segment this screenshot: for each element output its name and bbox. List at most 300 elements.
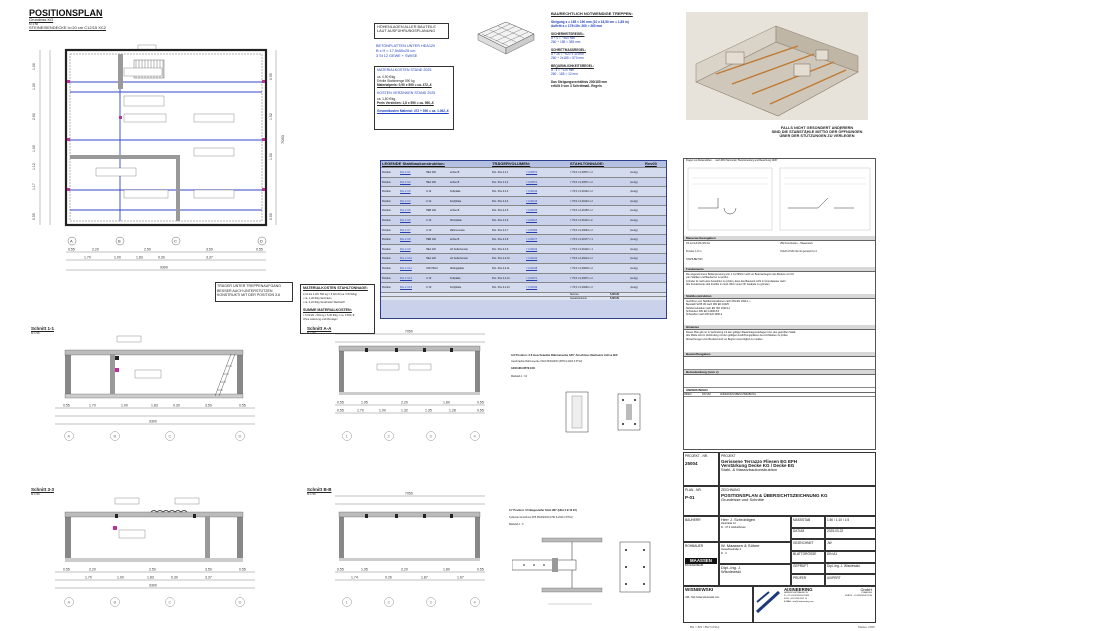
legend-cell: = 79,5 x 0,00153 x 2 xyxy=(570,209,593,213)
legend-cell: = 79,5 x 0,00143 x 2 xyxy=(570,190,593,194)
legend-cell: = 79,5 x 0,00094 x 2 xyxy=(570,228,593,232)
treppe-support-note xyxy=(215,282,293,302)
dim-l4: 1.00 xyxy=(32,145,36,152)
tb-company-sub-4: E-MAIL: info@aixinnering.com xyxy=(784,600,814,603)
axis-c: C xyxy=(174,238,177,244)
treppe-l12: erfüllt 0 von 3 Schrittmaß- Regeln xyxy=(551,84,602,88)
section-b-b-scale: M 1:50 xyxy=(307,492,316,496)
legend-cell: Pos 2.4.8 xyxy=(400,238,411,242)
legend-cell: Position xyxy=(382,266,391,270)
legend-cell: = 0,00214 xyxy=(526,257,538,261)
legend-cell: Pos. Pos 2.4.6 xyxy=(492,218,509,222)
tb-company2: GmbH xyxy=(860,586,872,592)
saa-axis-3: 3 xyxy=(429,433,432,439)
legend-cell: Position xyxy=(382,218,391,222)
legend-cell: = 79,5 x 0,00046 x 2 xyxy=(570,286,593,290)
tb-projekt-l1: Gerissene Terrazzo Fliesen EG EFH xyxy=(721,458,797,464)
legend-summe-value: 5,00 kN xyxy=(610,292,619,296)
s11-axis-a: A xyxy=(67,433,71,439)
kosten-line-1: ca. 1,80 €/kg xyxy=(377,97,396,101)
tb-bauherr-l2: Hinstraße 12 xyxy=(721,521,736,525)
tb-meta-value: AIXPERT xyxy=(825,574,876,586)
tb-bauherr-l1: Herr J. Schrobilgen xyxy=(721,516,756,522)
legend-cell: Abfangplatte xyxy=(450,266,465,270)
legend-cell: Achse B xyxy=(450,171,460,174)
tb-company: AIXINEERING xyxy=(784,586,813,592)
detail-1 xyxy=(511,353,661,379)
legend-cell: = 79,5 x 0,00214 x 2 xyxy=(570,257,593,261)
steel-note xyxy=(376,44,454,59)
legend-cell: Pos. Pos 2.4.1 xyxy=(492,171,509,174)
legend-cell: Kopfplatte xyxy=(450,199,462,203)
beton-header: Betondeckung (nom c) xyxy=(684,370,875,375)
legend-cell: Achse B xyxy=(450,209,460,213)
maassen-logo-text: MAASSEN xyxy=(690,557,712,563)
legend-row xyxy=(381,282,666,292)
side-panel xyxy=(683,158,876,450)
legend-cell: Pos 2.4.11 xyxy=(400,266,412,270)
legend-cell: (ca kg) xyxy=(630,257,638,261)
legend-cell: Pos. Pos 2.4.2 xyxy=(492,180,509,184)
hinweise-line-2: Alle Maße sind in Verbindung mit den gültigen Ausführungsplänen des Architekten zu prüfen xyxy=(686,334,788,338)
legend-row xyxy=(381,177,666,187)
dim-r3: 1.50 xyxy=(269,153,273,160)
sbb-dim2-4: 1.67 xyxy=(457,575,464,580)
dim-l6: 1.17 xyxy=(32,183,36,190)
legend-cell: Fußplatte xyxy=(450,276,461,280)
legend-summe-label: Summe xyxy=(570,292,579,296)
s33-dim2-4: 0.30 xyxy=(171,575,178,580)
dim-c5: 3.37 xyxy=(206,255,213,260)
legend-cell: = 0,00018 xyxy=(526,266,538,270)
tb-meta-value: JW xyxy=(825,539,876,551)
detail-1-label: GESCHRAUBTE ECK xyxy=(511,367,536,370)
legend-cell: Pos. Pos 2.4.7 xyxy=(492,228,509,232)
fund-line-1: Die angenommene Bodenpressung von σ 0,2 MN/m² wird vor Betonierbeginn des Bodens vor Ort xyxy=(686,273,794,277)
legend-cell: Pos. Pos 2.4.13 xyxy=(492,286,510,290)
saa-dim2-1: 0.55 xyxy=(337,408,344,413)
legend-cell: U 10 xyxy=(426,276,432,280)
legend-cell: Position xyxy=(382,286,391,290)
dim-r4: 0.55 xyxy=(269,213,273,220)
legend-cell: UNO 50x4 xyxy=(426,266,438,270)
legend-cell: Pos 2.4.1 xyxy=(400,171,411,174)
legend-cell: (ca kg) xyxy=(630,171,638,174)
fund-header: Fundamente xyxy=(684,267,875,272)
legend-cell: (ca kg) xyxy=(630,247,638,251)
side-top-note: Fragen von Bettenstähen … nach DIN Harmonieb "Betonstreckung und Bewehrung 2006" xyxy=(686,160,778,162)
tb-meta-label: GEPRÜFT xyxy=(791,563,825,575)
legend-cell: Position xyxy=(382,190,391,194)
s11-axis-c: C xyxy=(168,433,172,439)
treppe-l3: a + s = ~460 mm xyxy=(551,36,576,40)
s33-dim-5: 0.55 xyxy=(239,567,246,572)
tb-plan-nr: P-01 xyxy=(685,494,695,500)
legend-cell: U 12 xyxy=(426,190,432,194)
title-block xyxy=(683,452,876,623)
tb-rohbauer-l3: D - 4 xyxy=(721,551,727,555)
legend-cell: = 0,00153 xyxy=(526,209,538,213)
dim-c2: 1.00 xyxy=(114,255,121,260)
section-a-a-label: Schnitt A-A xyxy=(307,326,332,331)
legend-cell: Position xyxy=(382,228,391,232)
s33-total: 9300 xyxy=(149,583,157,588)
dim-l5: 1.12 xyxy=(32,163,36,170)
summe-line-2: Ohne Lieferung und Montage ! xyxy=(303,318,339,321)
tb-meta-value: 1:50 / 1:10 / 1:5 xyxy=(825,516,876,528)
s11-dim-7: 0.55 xyxy=(239,403,246,408)
axis-d: D xyxy=(260,238,263,244)
legend-cell: = 0,00071 xyxy=(526,276,538,280)
tb-meta-label: GEZEICHNET xyxy=(791,539,825,551)
legend-cell: (ca kg) xyxy=(630,286,638,290)
tb-company-sub-1: HEINRICHSTRASSE 18 xyxy=(784,591,808,594)
legend-row xyxy=(381,215,666,225)
stahl-line-5: Schweißen nach DIN EN 1090-2 xyxy=(686,313,723,317)
tb-meta-value: DIN A1 xyxy=(825,551,876,563)
legend-header-2: TRÄGERVOLUMEN: xyxy=(492,161,531,166)
section-3-3-label: Schnitt 3-3 xyxy=(31,487,55,492)
s33-dim-2: 2.20 xyxy=(89,567,96,572)
section-b-b-label: Schnitt B-B xyxy=(307,487,332,492)
sbb-dim-2: 1.95 xyxy=(361,567,368,572)
detail-2-sub: Tydlender Anschluss STB 05/2023/04 (FHN 6-2023-3 PT12) xyxy=(509,516,573,519)
sbb-axis-1: 1 xyxy=(345,599,348,605)
material-stand: MATERIALKOSTEN STAND 2025 xyxy=(377,68,432,72)
saa-dim2-4: 1.32 xyxy=(401,408,408,413)
treppe-l2: SICHERHEITSREGEL: xyxy=(551,32,585,36)
dim-l2: 1.00 xyxy=(32,83,36,90)
mk-line-3: • ca. 0,22 €/kg Vorarbeiter Werkstoff xyxy=(303,301,345,304)
legend-cell: Pos. Pos 2.4.5 xyxy=(492,209,509,213)
tb-projekt-nr-label: PROJEKT - NR. xyxy=(685,453,708,458)
plan-title-sub3: STEINEISENDECKE h=20 cm C12/15 XC2 xyxy=(29,25,107,30)
material-line-2: Erfolte Stahlmenge 590 kg xyxy=(377,79,415,83)
aend-col-1: INDEX xyxy=(684,393,692,397)
tb-meta-label: PRÜFER xyxy=(791,574,825,586)
legend-cell: = 79,5 x 0,00177 x 1 xyxy=(570,238,593,242)
legend-cell: (ca kg) xyxy=(630,228,638,232)
tb-statiker-l2: Wisniewski xyxy=(721,568,741,574)
legend-cell: HEA 120 xyxy=(426,247,436,251)
s33-axis-b: B xyxy=(113,599,117,605)
section-a-a-scale: M 1:50 xyxy=(307,331,316,335)
legend-cell: = 79,5 x 0,00113 x 2 xyxy=(570,218,593,222)
legend-cell: = 79,5 x 0,00102 x 1 xyxy=(570,247,593,251)
legend-cell: = 0,00113 xyxy=(526,218,538,222)
legend-cell: = 0,00177 xyxy=(526,238,538,242)
saa-dim2-3: 1.00 xyxy=(379,408,386,413)
legend-cell: Pos 2.4.2 xyxy=(400,180,411,184)
legend-cell: Position xyxy=(382,238,391,242)
detail-1-sub: Geschraubte Rahmenecke VFL8 05/2023/04 (FHN 6-2023-3 PT12) xyxy=(511,360,583,363)
legend-cell: Stützplatte xyxy=(450,218,462,222)
axis-a: A xyxy=(70,238,73,244)
saa-dim-1: 0.55 xyxy=(337,400,344,405)
legend-cell: U 10 xyxy=(426,228,432,232)
aend-header: ÄNDERUNGEN xyxy=(684,388,875,393)
saa-dim-3: 2.20 xyxy=(401,400,408,405)
plan-title-main: POSITIONSPLAN xyxy=(29,8,103,18)
treppe-title: BAURECHTLICH NOTWENDIGE TREPPEN: xyxy=(551,11,633,16)
tb-meta-value: Dipl.-Ing. J. Wisniewski xyxy=(825,563,876,575)
fund-line-4: Alle Fundamente sind frostfrei in mind. 80cm unter OK Gelände zu gründen xyxy=(686,282,770,286)
sbb-axis-4: 4 xyxy=(473,599,476,605)
legend-gesamt-label: Gesamtsumme xyxy=(570,296,587,300)
section-a-a-drawing xyxy=(325,330,500,444)
legend-cell: Pos 2.4.9 xyxy=(400,247,411,251)
s33-dim2-2: 1.00 xyxy=(117,575,124,580)
dim-b4: 3.50 xyxy=(206,247,213,252)
legend-cell: Pos 2.4.7 xyxy=(400,228,411,232)
saa-dim-4: 1.80 xyxy=(443,400,450,405)
mk-line-1: 2,41 bis 2,4/9: 591 kg = 5,00 kN (ca. 0,50 €/kg) xyxy=(303,293,357,296)
tb-bauherr-l3: D - 47 0 Hückelhoven xyxy=(721,525,746,529)
legend-cell: Pos. Pos 2.4.11 xyxy=(492,266,510,270)
legend-cell: = 79,5 x 0,00071 x 2 xyxy=(570,276,593,280)
dim-total: 9300 xyxy=(160,265,168,270)
stahl-header: Stahlkonstruktion xyxy=(684,294,875,299)
maurer-header: Mauerwerksangaben xyxy=(684,236,875,241)
legend-cell: Position xyxy=(382,171,391,174)
s11-axis-d: D xyxy=(238,433,242,439)
detail-1-scale: Maßstab 1 : 10 xyxy=(511,375,527,378)
s11-dim-4: 1.83 xyxy=(151,403,158,408)
s33-dim-3: 2.50 xyxy=(149,567,156,572)
legend-cell: Position xyxy=(382,257,391,261)
legend-cell: HEA 160 xyxy=(426,180,436,184)
legend-cell: Pos 2.4.4 xyxy=(400,199,411,203)
sbb-dim2-1: 1.74 xyxy=(351,575,358,580)
tb-meta-row xyxy=(791,574,876,586)
saa-dim2-2: 1.70 xyxy=(357,408,364,413)
legend-cell: U 10 xyxy=(426,218,432,222)
tb-meta-label: MASSSTAB xyxy=(791,516,825,528)
legend-cell: Position xyxy=(382,180,391,184)
legend-cell: Pos. Pos 2.4.12 xyxy=(492,276,510,280)
legend-cell: LD Kellerfenster xyxy=(450,247,468,251)
legend-cell: = 0,00102 xyxy=(526,247,538,251)
legend-row xyxy=(381,196,666,206)
legend-cell: (ca kg) xyxy=(630,180,638,184)
legend-cell: = 79,5 x 0,00571 x 2 xyxy=(570,171,593,174)
legend-cell: = 0,00143 xyxy=(526,199,538,203)
saa-dim-5: 0.55 xyxy=(477,400,484,405)
sbb-dim-3: 2.20 xyxy=(401,567,408,572)
s33-axis-a: A xyxy=(67,599,71,605)
aend-col-2: DATUM xyxy=(702,393,711,397)
heights-note xyxy=(374,23,449,39)
maurer-item-4: KS12/1,8 MG Ila mit gemischt 2,4 xyxy=(779,250,817,254)
saa-axis-1: 1 xyxy=(345,433,348,439)
s33-axis-d: D xyxy=(238,599,242,605)
legend-cell: Pos. Pos 2.4.4 xyxy=(492,199,509,203)
dim-r1: 0.55 xyxy=(269,73,273,80)
maurer-item-2: MW Porenbeton – Mauerwerk xyxy=(779,242,813,246)
section-3-3-scale: M 1:50 xyxy=(31,492,40,496)
tb-projekt-nr: 25004 xyxy=(685,460,698,466)
plan-title-sub1: Grundriss KG xyxy=(29,17,54,22)
legend-rows xyxy=(381,167,666,292)
legend-row xyxy=(381,273,666,283)
section-1-1-drawing xyxy=(55,334,265,444)
treppe-l10: 260 - 185 = 12 mm xyxy=(551,72,578,76)
treppe-l6: a + 2s = ~620 ± 30 mm xyxy=(551,52,584,56)
tb-meta xyxy=(791,516,876,586)
sbb-axis-2: 2 xyxy=(387,599,390,605)
saa-dim-2: 1.95 xyxy=(361,400,368,405)
legend-header-1: LEGENDE Stahlbaukonstruktion: xyxy=(382,161,445,166)
legend-cell: = 0,00571 xyxy=(526,171,538,174)
mk-title: MATERIALKOSTEN STAHLTONNAGE: xyxy=(303,286,368,290)
legend-cell: U 10 xyxy=(426,286,432,290)
legend-table xyxy=(380,160,667,319)
legend-cell: Position xyxy=(382,247,391,251)
tb-projekt-label: PROJEKT xyxy=(721,453,736,458)
section-1-1-title xyxy=(31,327,54,335)
mk-line-2: • ca. 1,30 €/kg Verzinken xyxy=(303,297,332,300)
legend-cell: Pos 2.4.6 xyxy=(400,218,411,222)
legend-cell: U 12 xyxy=(426,199,432,203)
dim-b5: 0.55 xyxy=(256,247,263,252)
detail-2 xyxy=(509,509,659,527)
s11-axis-b: B xyxy=(113,433,117,439)
section-b-b-drawing xyxy=(325,492,500,618)
section-3-3-title xyxy=(31,488,54,496)
legend-cell: Pos. Pos 2.4.9 xyxy=(492,247,509,251)
building-3d-render xyxy=(686,12,868,120)
material-line-3: Materialpreis: 0,90 x 590 = ca. 472,-€ xyxy=(377,83,432,87)
s33-dim2-1: 1.70 xyxy=(85,575,92,580)
detail-2-scale: Maßstab 1 : 5 xyxy=(509,523,524,526)
legend-cell: (ca kg) xyxy=(630,266,638,270)
tb-rohbauer-l2: Gewerbestraße 4 xyxy=(721,547,742,551)
legend-row xyxy=(381,205,666,215)
legend-cell: HEA 160 xyxy=(426,171,436,174)
hinweise-line-3: Abweichungen vom Bestand sind vor Beginn unverzüglich zu melden xyxy=(686,337,763,341)
s11-dim-6: 3.50 xyxy=(205,403,212,408)
tb-meta-row xyxy=(791,551,876,563)
sbb-dim-5: 0.55 xyxy=(477,567,484,572)
tb-meta-value: 2025-03-22 xyxy=(825,528,876,540)
fund-line-2: vom Statiker und Bauherren zu prüfen xyxy=(686,276,729,280)
tb-zeichnung-l1: POSITIONSPLAN & ÜBERSICHTSZEICHNUNG KG xyxy=(721,492,828,498)
tb-zeichnung-label: ZEICHNUNG xyxy=(721,487,740,492)
legend-cell: Rahmenecke xyxy=(450,228,465,232)
dim-l7: 0.55 xyxy=(32,213,36,220)
legend-header-4: Rev00 xyxy=(645,161,657,166)
legend-cell: Pos. Pos 2.4.10 xyxy=(492,257,510,261)
treppe-l4: 260 + 185 = 385 mm xyxy=(551,40,581,44)
legend-row xyxy=(381,167,666,177)
legend-cell: Pos. Pos 2.4.8 xyxy=(492,238,509,242)
treppe-l11: Das Steigungsverhältnis 200/185 mm xyxy=(551,80,608,84)
legend-row xyxy=(381,244,666,254)
dim-r2: 1.52 xyxy=(269,113,273,120)
tb-projekt-l2: Verstärkung Decke KG / Decke EG xyxy=(721,462,795,468)
s33-axis-c: C xyxy=(168,599,172,605)
legend-cell: (ca kg) xyxy=(630,238,638,242)
s33-dim-4: 3.50 xyxy=(205,567,212,572)
detail-1-title: 3.6 Position: 3.6 Geschraubte Rahmenecke 180° Anschluss Nachweis Achse B/3 xyxy=(511,353,618,357)
dim-c1: 1.70 xyxy=(84,255,91,260)
s11-dim-2: 1.70 xyxy=(89,403,96,408)
treppe-support-text: TRÄGER UNTER TREPPENAUFGANG BESSER AUCH UNTERSTÜTZEN KONSTRUKTI MIT DER POSITION 3.6 xyxy=(217,284,282,298)
section-3-3-drawing xyxy=(55,496,265,618)
aixineering-logo-icon xyxy=(755,588,781,616)
dim-c3: 1.83 xyxy=(136,255,143,260)
detail-2-title: 3.7 Position: 3.5 Biegesteifer Stoß 180° (HEA 2 B 10 22) xyxy=(509,509,577,512)
sbb-dim-1: 0.55 xyxy=(337,567,344,572)
s33-dim-1: 0.55 xyxy=(63,567,70,572)
heights-note-text: HÖHENLAGEN ALLER BAUTEILE LAUT AUSFÜHRUNGSPLANUNG xyxy=(377,25,436,33)
legend-row xyxy=(381,234,666,244)
treppe-l5: SCHRITTMASSREGEL: xyxy=(551,48,587,52)
kosten-verz: KOSTEN VERZINKEN STAND 2025 xyxy=(377,91,436,95)
dim-c4: 0.30 xyxy=(158,255,165,260)
cost-box xyxy=(374,66,454,130)
treppe-rules xyxy=(551,12,681,88)
legend-row xyxy=(381,253,666,263)
dim-b3: 2.50 xyxy=(144,247,151,252)
section-1-1-label: Schnitt 1-1 xyxy=(31,326,55,331)
saa-axis-4: 4 xyxy=(473,433,476,439)
legend-cell: Achse B xyxy=(450,238,460,242)
bau-header: Baustoffangaben xyxy=(684,352,875,357)
hinweise-header: Hinweise xyxy=(684,325,875,330)
floor-plan-drawing xyxy=(26,40,288,275)
tb-rohbauer-label: ROHBAUER xyxy=(685,543,704,548)
legend-cell: Pos 2.4.5 xyxy=(400,209,411,213)
s11-total: 9300 xyxy=(149,419,157,424)
aend-col-3: ÄNDERUNGSBESCHREIBUNG xyxy=(720,393,756,397)
saa-axis-2: 2 xyxy=(387,433,390,439)
dim-right-total: 7050 xyxy=(280,135,285,144)
legend-cell: = 0,00046 xyxy=(526,286,538,290)
legend-cell: Pos. Pos 2.4.3 xyxy=(492,190,509,194)
s33-dim2-3: 1.83 xyxy=(147,575,154,580)
legend-row xyxy=(381,225,666,235)
sbb-dim2-2: 0.26 xyxy=(385,575,392,580)
tb-rohbauer-l1: W. Maassen & Söhne xyxy=(721,542,760,548)
dim-l1: 1.00 xyxy=(32,63,36,70)
s11-dim-5: 0.30 xyxy=(173,403,180,408)
dim-b2: 2.20 xyxy=(92,247,99,252)
plan-title-scale: M 1:50 xyxy=(29,22,39,26)
tb-meta-row xyxy=(791,528,876,540)
legend-cell: Position xyxy=(382,199,391,203)
legend-cell: Pos 2.4.10 xyxy=(400,257,412,261)
maurer-item-1: KS 12/1,8 MG NM IIa xyxy=(686,242,710,246)
legend-cell: (ca kg) xyxy=(630,199,638,203)
tb-company-sub-3: FON: +49 2433 9111 11 xyxy=(784,597,808,600)
hinweise-line-1: Dieser Plan gilt nur in Verbindung mit den gültigen Bauantragsunterlagen bzw. den geprüften Statik xyxy=(686,331,796,335)
stahl-line-1: Ausführen von Stahlkonstruktionen nach DIN EN 1090-1 + xyxy=(686,300,751,304)
tb-company-sub-2: D - 47 0 HÜCKELHOVEN xyxy=(784,594,810,597)
tb-company-right-1: PLANUNG xyxy=(861,591,872,594)
s11-dim-1: 0.55 xyxy=(63,403,70,408)
treppe-l8: BEQUEMLICHKEITSREGEL: xyxy=(551,64,594,68)
sbb-dim2-3: 1.87 xyxy=(421,575,428,580)
legend-cell: LD Kellerfenster xyxy=(450,257,468,261)
gesamt-kosten: Gesamtkosten Material: 472 + 590 = ca. 1.062,-€ xyxy=(377,109,449,113)
treppe-l1: Auftritt a = 175<30< 260 > 260 mm xyxy=(551,24,603,28)
legend-cell: Position xyxy=(382,276,391,280)
legend-cell: Pos 2.4.12 xyxy=(400,276,412,280)
legend-cell: Pos 2.4.3 xyxy=(400,190,411,194)
legend-row xyxy=(381,186,666,196)
sbb-dim-4: 1.80 xyxy=(443,567,450,572)
